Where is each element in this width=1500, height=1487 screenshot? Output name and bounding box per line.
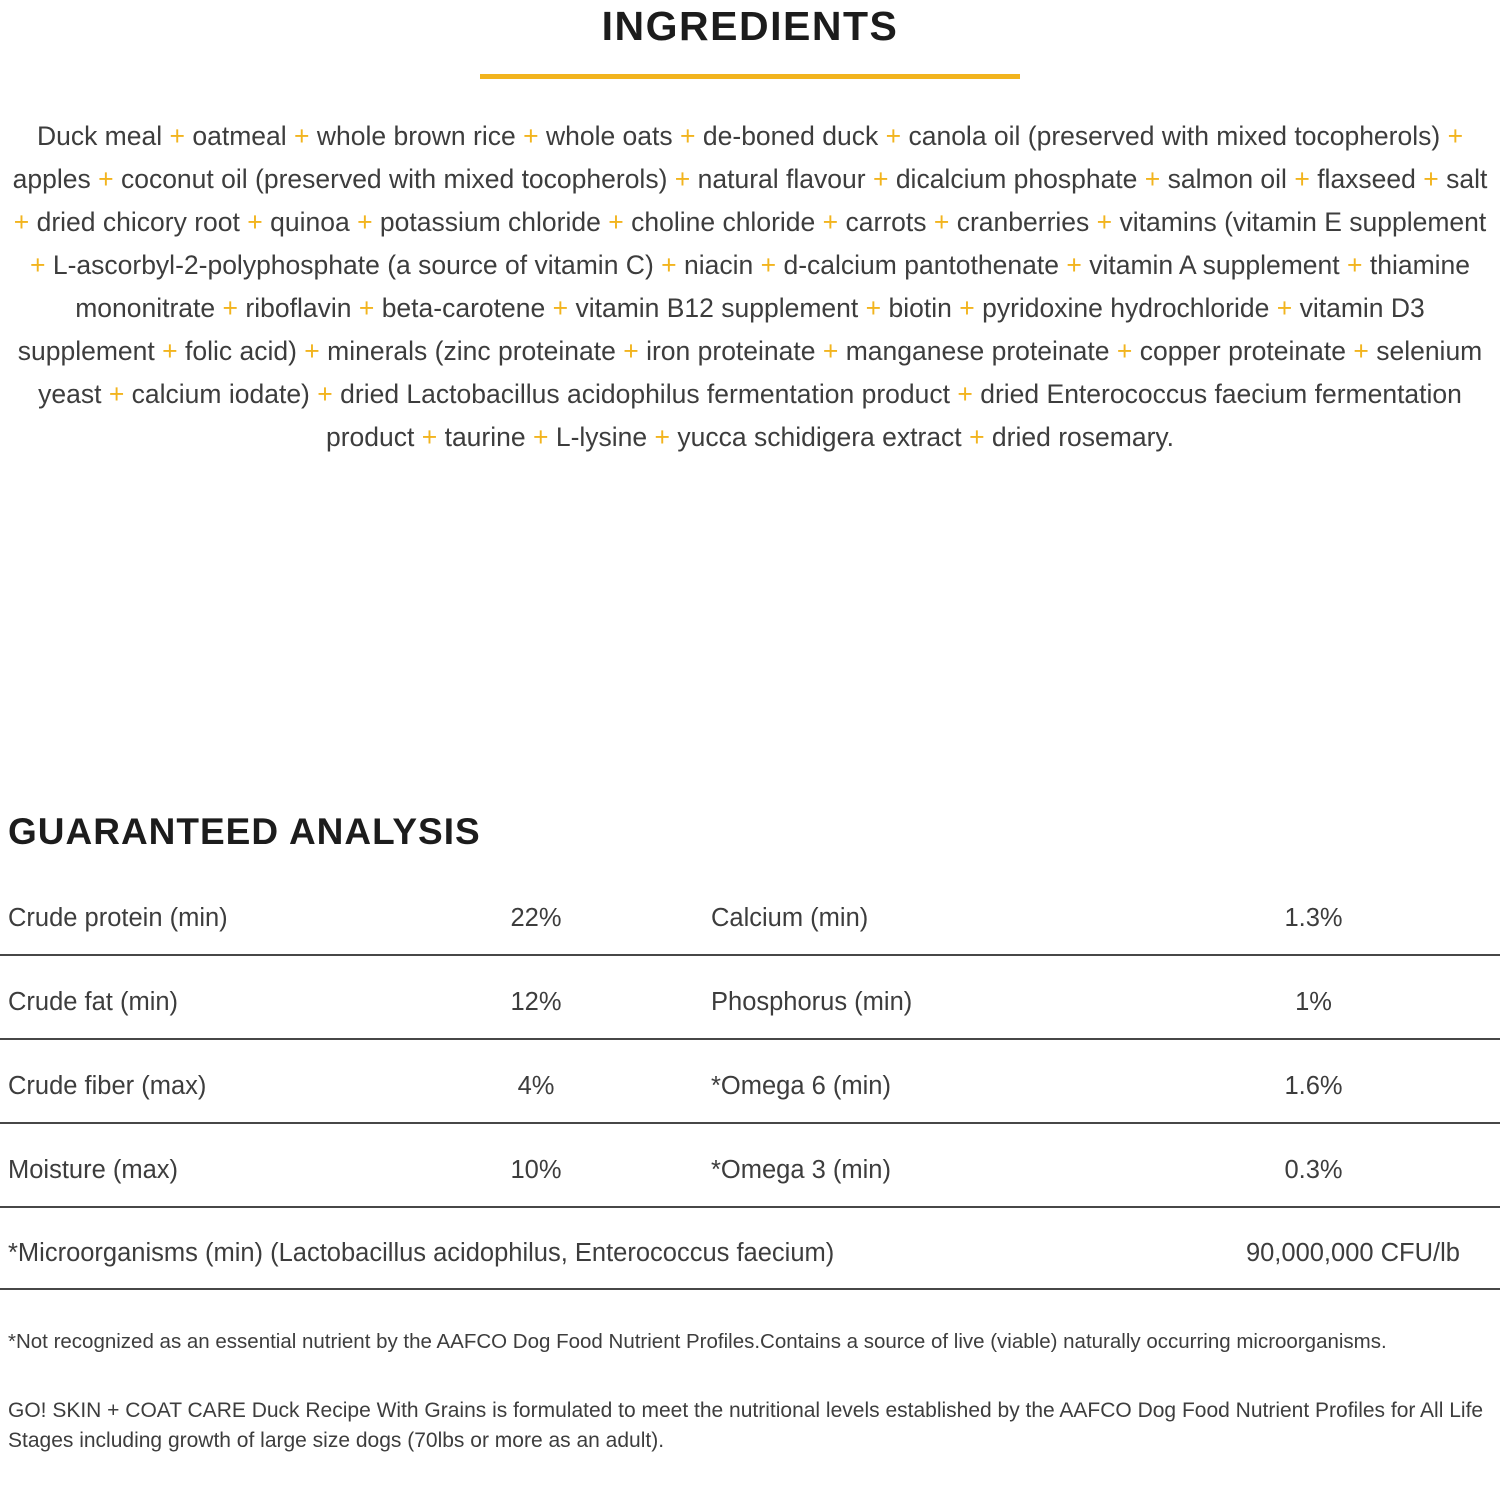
plus-separator-icon: + xyxy=(532,422,549,452)
nutrient-label: Crude fat (min) xyxy=(8,987,179,1016)
plus-separator-icon: + xyxy=(1276,293,1293,323)
plus-separator-icon: + xyxy=(1294,164,1310,194)
nutrient-label: Calcium (min) xyxy=(711,903,869,932)
plus-separator-icon: + xyxy=(294,121,310,151)
plus-separator-icon: + xyxy=(661,250,677,280)
plus-separator-icon: + xyxy=(933,207,950,237)
accent-divider xyxy=(480,74,1020,79)
plus-separator-icon: + xyxy=(108,379,125,409)
plus-separator-icon: + xyxy=(169,121,185,151)
plus-separator-icon: + xyxy=(317,379,333,409)
plus-separator-icon: + xyxy=(357,207,373,237)
plus-separator-icon: + xyxy=(523,121,539,151)
plus-separator-icon: + xyxy=(865,293,882,323)
guaranteed-analysis-title: GUARANTEED ANALYSIS xyxy=(8,811,481,852)
plus-separator-icon: + xyxy=(222,293,239,323)
nutrient-value: 1% xyxy=(1295,987,1332,1016)
nutrient-value: 0.3% xyxy=(1284,1155,1343,1184)
plus-separator-icon: + xyxy=(1144,164,1161,194)
plus-separator-icon: + xyxy=(1353,336,1369,366)
plus-separator-icon: + xyxy=(608,207,624,237)
table-row xyxy=(0,872,1500,956)
nutrient-value: 4% xyxy=(517,1071,555,1100)
plus-separator-icon: + xyxy=(1447,121,1464,151)
plus-separator-icon: + xyxy=(1347,250,1363,280)
nutrient-value: 10% xyxy=(510,1155,562,1184)
plus-separator-icon: + xyxy=(1096,207,1113,237)
footnote-aafco: *Not recognized as an essential nutrient by the AAFCO Dog Food Nutrient Profiles.Contains a source of live (viable) naturally occurring microorganisms. xyxy=(8,1330,1387,1353)
nutrient-value: 22% xyxy=(510,903,562,932)
plus-separator-icon: + xyxy=(674,164,691,194)
plus-separator-icon: + xyxy=(957,379,973,409)
nutrient-value: 12% xyxy=(510,987,562,1016)
plus-separator-icon: + xyxy=(872,164,889,194)
plus-separator-icon: + xyxy=(885,121,902,151)
ingredients-list: Duck meal + oatmeal + whole brown rice + whole oats + de-boned duck + canola oil (preserved with mixed tocopherols) + apples + coconut oil (preserved with mixed tocopherols) + natural flavour + dicalcium phosphate + salmon oil + flaxseed + salt + dried chicory root + quinoa + potassium chloride + choline chloride + carrots + cranberries + vitamins (vitamin E supplement + L-ascorbyl-2-polyphosphate (a source of vitamin C) + niacin + d-calcium pantothenate + vitamin A supplement + thiamine mononitrate + riboflavin + beta-carotene + vitamin B12 supplement + biotin + pyridoxine hydrochloride + vitamin D3 supplement + folic acid) + minerals (zinc proteinate + iron proteinate + manganese proteinate + copper proteinate + selenium yeast + calcium iodate) + dried Lactobacillus acidophilus fermentation product + dried Enterococcus faecium fermentation product + taurine + L-lysine + yucca schidigera extract + dried rosemary. xyxy=(12,121,1488,452)
plus-separator-icon: + xyxy=(421,422,438,452)
table-row xyxy=(0,956,1500,1040)
footnote-formulation: GO! SKIN + COAT CARE Duck Recipe With Grains is formulated to meet the nutritional levels established by the AAFCO Dog Food Nutrient Profiles for All Life Stages including growth of large size dogs (70lbs or more as an adult). xyxy=(8,1399,1484,1452)
plus-separator-icon: + xyxy=(680,121,696,151)
plus-separator-icon: + xyxy=(822,336,839,366)
plus-separator-icon: + xyxy=(1066,250,1082,280)
plus-separator-icon: + xyxy=(969,422,985,452)
plus-separator-icon: + xyxy=(1116,336,1133,366)
plus-separator-icon: + xyxy=(13,207,30,237)
plus-separator-icon: + xyxy=(623,336,639,366)
plus-separator-icon: + xyxy=(959,293,975,323)
nutrient-label: Phosphorus (min) xyxy=(711,987,913,1016)
plus-separator-icon: + xyxy=(304,336,320,366)
table-row xyxy=(0,1040,1500,1124)
plus-separator-icon: + xyxy=(162,336,178,366)
guaranteed-analysis-table xyxy=(0,872,1500,1290)
nutrient-value: 90,000,000 CFU/lb xyxy=(1245,1238,1460,1267)
nutrient-label: Crude fiber (max) xyxy=(8,1071,207,1100)
plus-separator-icon: + xyxy=(29,250,46,280)
plus-separator-icon: + xyxy=(552,293,569,323)
nutrient-label: Moisture (max) xyxy=(8,1155,179,1184)
plus-separator-icon: + xyxy=(247,207,263,237)
plus-separator-icon: + xyxy=(822,207,839,237)
nutrient-label: *Omega 6 (min) xyxy=(711,1071,891,1100)
nutrient-label: *Omega 3 (min) xyxy=(711,1155,891,1184)
nutrient-value: 1.6% xyxy=(1284,1071,1343,1100)
nutrient-value: 1.3% xyxy=(1284,903,1343,932)
table-row xyxy=(0,1124,1500,1208)
nutrient-label: *Microorganisms (min) (Lactobacillus acidophilus, Enterococcus faecium) xyxy=(8,1238,835,1267)
plus-separator-icon: + xyxy=(358,293,375,323)
ingredients-title: INGREDIENTS xyxy=(601,3,899,49)
table-row-microorganisms xyxy=(0,1208,1500,1290)
plus-separator-icon: + xyxy=(760,250,777,280)
nutrient-label: Crude protein (min) xyxy=(8,903,228,932)
plus-separator-icon: + xyxy=(654,422,671,452)
plus-separator-icon: + xyxy=(1423,164,1439,194)
plus-separator-icon: + xyxy=(98,164,114,194)
